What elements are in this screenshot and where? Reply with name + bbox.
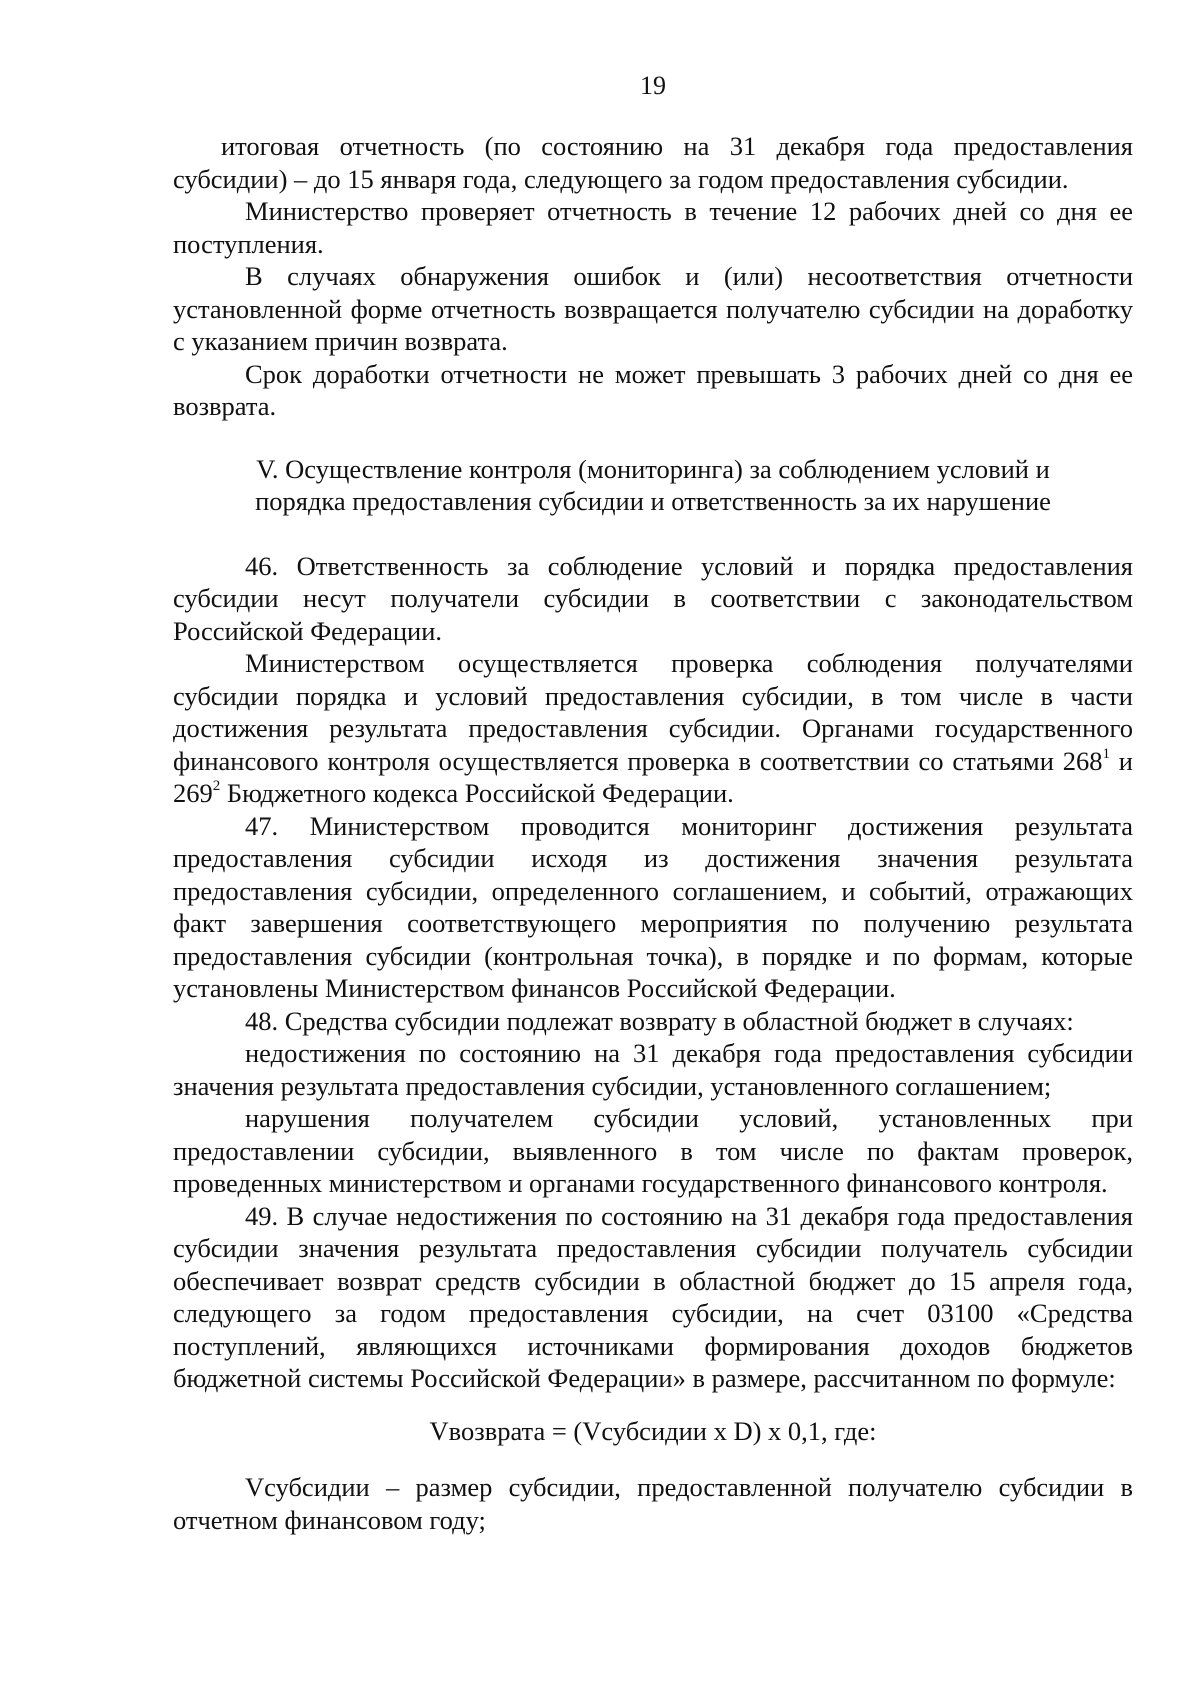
superscript-2: 2 — [212, 778, 221, 795]
document-page — [173, 0, 1133, 1695]
section-heading — [173, 453, 1133, 518]
paragraph-46-control-mid: и 269 — [173, 745, 1133, 808]
document-body — [173, 130, 1133, 1536]
paragraph-46: 46. Ответственность за соблюдение условий и порядка предоставления субсидии несут получатели субсидии в соответствии с законодательством Российской Федерации. — [173, 550, 1133, 646]
paragraph-46-control-end: Бюджетного кодекса Российской Федерации. — [220, 778, 734, 808]
paragraph-48-case-a: недостижения по состоянию на 31 декабря года предоставления субсидии значения результата предоставления субсидии, установленного соглашением; — [173, 1038, 1133, 1101]
page-number: 19 — [640, 71, 666, 100]
paragraph-ministry-check: Министерство проверяет отчетность в течение 12 рабочих дней со дня ее поступления. — [173, 196, 1133, 259]
paragraph-46-control-text: Министерством осуществляется проверка соблюдения получателями субсидии порядка и условий предоставления субсидии, в том числе в части достижения результата предоставления субсидии. Органами государственного финансового контроля осуществляется проверка в соответствии со статьями 268 — [173, 648, 1133, 776]
paragraph-46-control — [173, 647, 1133, 810]
superscript-1: 1 — [1102, 745, 1110, 762]
paragraph-48: 48. Средства субсидии подлежат возврату в областной бюджет в случаях: — [245, 1005, 1074, 1036]
section-heading-line-1: V. Осуществление контроля (мониторинга) за соблюдением условий и — [256, 453, 1050, 484]
section-heading-line-2: порядка предоставления субсидии и ответственность за их нарушение — [255, 486, 1051, 516]
paragraph-revision-term: Срок доработки отчетности не может превышать 3 рабочих дней со дня ее возврата. — [173, 358, 1133, 421]
paragraph-vsubsidy-definition: Vсубсидии – размер субсидии, предоставленной получателю субсидии в отчетном финансовом году; — [173, 1472, 1133, 1535]
paragraph-47: 47. Министерством проводится мониторинг достижения результата предоставления субсидии исходя из достижения значения результата предоставления субсидии, определенного соглашением, и событий, отражающих факт завершения соответствующего мероприятия по получению результата предоставления субсидии (контрольная точка), в порядке и по формам, которые установлены Министерством финансов Российской Федерации. — [173, 810, 1133, 1003]
paragraph-49: 49. В случае недостижения по состоянию на 31 декабря года предоставления субсидии значения результата предоставления субсидии получатель субсидии обеспечивает возврат средств субсидии в областной бюджет до 15 апреля года, следующего за годом предоставления субсидии, на счет 03100 «Средства поступлений, являющихся источниками формирования доходов бюджетов бюджетной системы Российской Федерации» в размере, рассчитанном по формуле: — [173, 1200, 1133, 1393]
paragraph-errors-return: В случаях обнаружения ошибок и (или) несоответствия отчетности установленной форме отчетность возвращается получателю субсидии на доработку с указанием причин возврата. — [173, 261, 1133, 356]
paragraph-48-case-b: нарушения получателем субсидии условий, установленных при предоставлении субсидии, выявленного в том числе по фактам проверок, проведенных министерством и органами государственного финансового контроля. — [173, 1103, 1133, 1198]
return-formula: Vвозврата = (Vсубсидии x D) x 0,1, где: — [429, 1415, 877, 1446]
paragraph-final-report: итоговая отчетность (по состоянию на 31 декабря года предоставления субсидии) – до 15 января года, следующего за годом предоставления субсидии. — [173, 131, 1133, 194]
